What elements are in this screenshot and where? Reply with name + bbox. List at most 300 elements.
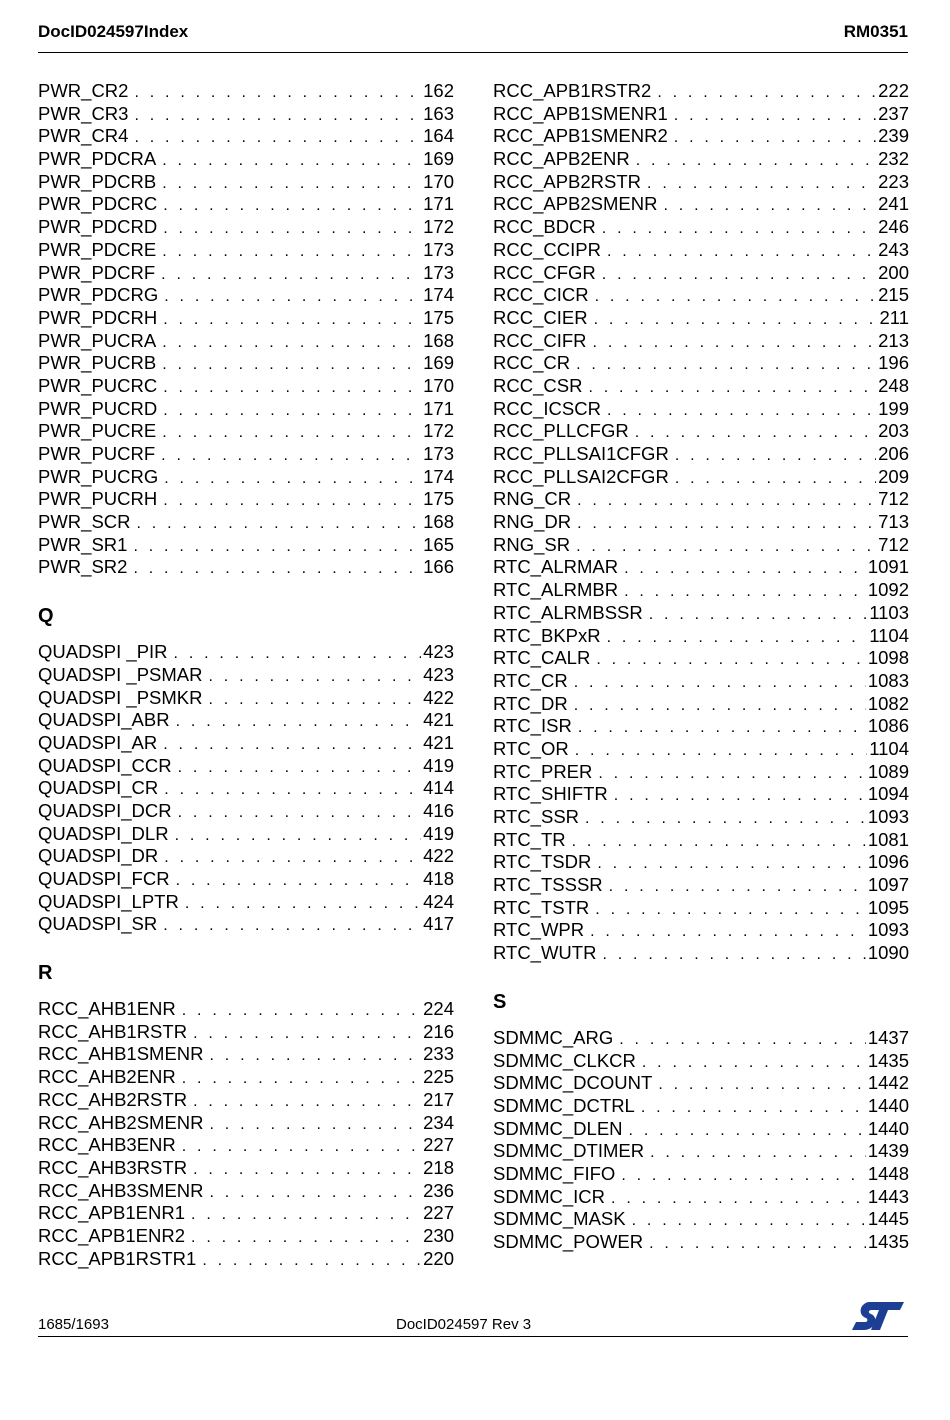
register-name: RTC_ISR <box>493 715 572 737</box>
index-entry[interactable] <box>38 239 454 262</box>
index-entry[interactable] <box>493 216 909 239</box>
register-name: RNG_SR <box>493 533 571 555</box>
page-ref[interactable]: 213 <box>878 329 909 351</box>
page-ref[interactable]: 166 <box>423 556 454 578</box>
dot-leader <box>163 915 421 936</box>
index-entry[interactable] <box>493 511 909 534</box>
page-ref[interactable]: 243 <box>878 238 909 260</box>
page-ref[interactable]: 423 <box>423 641 454 663</box>
index-entry[interactable] <box>493 942 909 965</box>
page-ref[interactable]: 222 <box>878 80 909 101</box>
header-doc-id: DocID024597Index <box>38 22 189 41</box>
index-entry[interactable] <box>38 307 454 330</box>
page-ref[interactable]: 170 <box>423 374 454 396</box>
page-ref[interactable]: 203 <box>878 420 909 442</box>
page-ref[interactable]: 1083 <box>867 669 909 691</box>
index-entry[interactable] <box>493 851 909 874</box>
dot-leader <box>594 309 878 330</box>
dot-leader <box>574 672 866 693</box>
index-entry[interactable] <box>38 556 454 579</box>
index-entry[interactable] <box>38 80 454 103</box>
index-entry[interactable] <box>493 1163 909 1186</box>
register-name: RCC_PLLSAI2CFGR <box>493 465 669 487</box>
register-name: QUADSPI_CR <box>38 777 159 799</box>
dot-leader <box>577 513 876 534</box>
index-entry[interactable] <box>493 874 909 897</box>
dot-leader <box>607 400 876 421</box>
page-ref[interactable]: 1440 <box>867 1094 909 1116</box>
index-entry[interactable] <box>493 488 909 511</box>
register-name: RTC_ALRMBSSR <box>493 601 643 623</box>
register-name: RTC_WUTR <box>493 942 597 964</box>
register-name: SDMMC_ICR <box>493 1185 606 1207</box>
page-ref[interactable]: 1082 <box>867 692 909 714</box>
page-ref[interactable]: 223 <box>878 170 909 192</box>
page-ref[interactable]: 416 <box>423 799 454 821</box>
register-name: RCC_APB1SMENR2 <box>493 125 668 147</box>
register-name: RCC_PLLSAI1CFGR <box>493 443 669 464</box>
index-entry[interactable] <box>38 755 454 778</box>
dot-leader <box>609 876 866 897</box>
index-entry[interactable] <box>38 511 454 534</box>
page-ref[interactable]: 248 <box>878 374 909 396</box>
dot-leader <box>161 264 421 285</box>
index-entry[interactable] <box>493 466 909 489</box>
page-ref[interactable]: 165 <box>423 533 454 555</box>
index-entry[interactable] <box>38 262 454 285</box>
page-ref[interactable]: 172 <box>423 420 454 442</box>
index-entry[interactable] <box>493 761 909 784</box>
dot-leader <box>182 1000 421 1021</box>
page-ref[interactable]: 1440 <box>867 1117 909 1139</box>
dot-leader <box>624 558 866 579</box>
index-entry[interactable] <box>493 330 909 353</box>
register-name: PWR_PUCRE <box>38 420 157 442</box>
register-name: RCC_CFGR <box>493 261 596 283</box>
page-ref[interactable]: 1435 <box>867 1049 909 1071</box>
section-gap <box>493 965 909 985</box>
register-name: RTC_ALRMBR <box>493 579 619 601</box>
register-name: PWR_PDCRE <box>38 238 157 260</box>
index-entry[interactable] <box>493 647 909 670</box>
index-entry[interactable] <box>493 693 909 716</box>
index-entry[interactable] <box>493 670 909 693</box>
page-ref[interactable]: 423 <box>423 663 454 685</box>
page-ref[interactable]: 419 <box>423 822 454 844</box>
register-name: PWR_CR2 <box>38 80 129 101</box>
index-entry[interactable] <box>38 125 454 148</box>
index-entry[interactable] <box>38 709 454 732</box>
index-entry[interactable] <box>493 1140 909 1163</box>
dot-leader <box>175 825 422 846</box>
page-ref[interactable]: 171 <box>423 193 454 215</box>
register-name: RCC_CR <box>493 352 571 374</box>
register-name: QUADSPI_ABR <box>38 709 170 731</box>
dot-leader <box>133 536 421 557</box>
index-entry[interactable] <box>38 398 454 421</box>
index-entry[interactable] <box>493 1050 909 1073</box>
dot-leader <box>134 105 421 126</box>
index-entry[interactable] <box>38 534 454 557</box>
index-entry[interactable] <box>38 1225 454 1248</box>
page-ref[interactable]: 1448 <box>867 1162 909 1184</box>
index-entry[interactable] <box>493 443 909 466</box>
index-entry[interactable] <box>493 806 909 829</box>
dot-leader <box>191 1227 421 1248</box>
register-name: RTC_OR <box>493 737 569 759</box>
page-ref[interactable]: 164 <box>423 125 454 147</box>
index-entry[interactable] <box>38 1180 454 1203</box>
page-ref[interactable]: 224 <box>423 998 454 1020</box>
page-ref[interactable]: 1437 <box>867 1026 909 1048</box>
index-entry[interactable] <box>38 913 454 936</box>
index-entry[interactable] <box>493 783 909 806</box>
register-name: RCC_CICR <box>493 284 589 306</box>
index-entry[interactable] <box>493 80 909 103</box>
register-name: QUADSPI_CCR <box>38 754 172 776</box>
page-ref[interactable]: 162 <box>423 80 454 101</box>
dot-leader <box>209 666 422 687</box>
dot-leader <box>636 150 876 171</box>
index-entry[interactable] <box>38 687 454 710</box>
page-ref[interactable]: 417 <box>423 913 454 935</box>
page-ref[interactable]: 173 <box>423 261 454 283</box>
index-entry[interactable] <box>493 420 909 443</box>
page-ref[interactable]: 230 <box>423 1224 454 1246</box>
index-entry[interactable] <box>493 148 909 171</box>
register-name: RTC_PRER <box>493 760 593 782</box>
page-ref[interactable]: 170 <box>423 170 454 192</box>
index-entry[interactable] <box>38 1066 454 1089</box>
dot-leader <box>162 422 421 443</box>
page-ref[interactable]: 241 <box>878 193 909 215</box>
register-name: RTC_TSSSR <box>493 874 603 896</box>
index-entry[interactable] <box>493 919 909 942</box>
index-entry[interactable] <box>38 1021 454 1044</box>
index-entry[interactable] <box>493 1072 909 1095</box>
page-ref[interactable]: 206 <box>878 443 909 464</box>
register-name: QUADSPI _PSMKR <box>38 686 203 708</box>
index-entry[interactable] <box>493 352 909 375</box>
index-entry[interactable] <box>38 998 454 1021</box>
dot-leader <box>607 241 876 262</box>
page-ref[interactable]: 171 <box>423 397 454 419</box>
page-ref[interactable]: 196 <box>878 352 909 374</box>
register-name: PWR_PDCRG <box>38 284 159 306</box>
dot-leader <box>163 377 421 398</box>
register-name: RCC_AHB2SMENR <box>38 1111 204 1133</box>
index-entry[interactable] <box>38 466 454 489</box>
register-name: PWR_PDCRB <box>38 170 157 192</box>
page-ref[interactable]: 1094 <box>867 783 909 805</box>
index-column-right <box>493 80 909 1254</box>
index-entry[interactable] <box>38 1202 454 1225</box>
page-ref[interactable]: 418 <box>423 868 454 889</box>
page-ref[interactable]: 712 <box>878 533 909 555</box>
section-letter: S <box>493 990 507 1013</box>
page-ref[interactable]: 174 <box>423 465 454 487</box>
dot-leader <box>133 558 421 579</box>
page-ref[interactable]: 174 <box>423 284 454 306</box>
page-ref[interactable]: 175 <box>423 306 454 328</box>
index-entry[interactable] <box>38 103 454 126</box>
page-ref[interactable]: 422 <box>423 845 454 867</box>
dot-leader <box>134 82 421 103</box>
page-ref[interactable]: 422 <box>423 686 454 708</box>
index-entry[interactable] <box>493 738 909 761</box>
page-ref[interactable]: 1097 <box>867 874 909 896</box>
dot-leader <box>624 581 866 602</box>
page-ref[interactable]: 215 <box>878 284 909 306</box>
register-name: RTC_TSDR <box>493 851 592 873</box>
dot-leader <box>602 944 865 965</box>
index-entry[interactable] <box>38 420 454 443</box>
page-ref[interactable]: 227 <box>423 1202 454 1224</box>
index-entry[interactable] <box>493 284 909 307</box>
dot-leader <box>163 400 421 421</box>
register-name: RCC_APB1SMENR1 <box>493 102 668 124</box>
index-entry[interactable] <box>38 868 454 891</box>
index-entry[interactable] <box>38 641 454 664</box>
register-name: RCC_APB1RSTR1 <box>38 1247 197 1269</box>
index-entry[interactable] <box>493 193 909 216</box>
index-entry[interactable] <box>493 1186 909 1209</box>
dot-leader <box>578 717 866 738</box>
index-entry[interactable] <box>493 897 909 920</box>
page-ref[interactable]: 211 <box>879 306 909 328</box>
page-ref[interactable]: 168 <box>423 329 454 351</box>
dot-leader <box>675 445 876 466</box>
index-entry[interactable] <box>38 664 454 687</box>
register-name: RTC_CR <box>493 669 568 691</box>
index-entry[interactable] <box>493 171 909 194</box>
index-entry[interactable] <box>38 1248 454 1271</box>
page-ref[interactable]: 1095 <box>867 896 909 918</box>
page-ref[interactable]: 1089 <box>867 760 909 782</box>
index-entry[interactable] <box>38 1134 454 1157</box>
index-entry[interactable] <box>493 398 909 421</box>
register-name: PWR_PDCRF <box>38 261 156 283</box>
dot-leader <box>602 264 876 285</box>
register-name: RTC_BKPxR <box>493 624 601 646</box>
index-entry[interactable] <box>38 352 454 375</box>
dot-leader <box>210 1182 422 1203</box>
page-ref[interactable]: 414 <box>423 777 454 799</box>
dot-leader <box>595 286 877 307</box>
index-entry[interactable] <box>38 1043 454 1066</box>
register-name: RCC_AHB1ENR <box>38 998 176 1020</box>
index-entry[interactable] <box>493 125 909 148</box>
register-name: RTC_ALRMAR <box>493 556 619 578</box>
page-ref[interactable]: 1090 <box>867 942 909 964</box>
page-ref[interactable]: 169 <box>423 352 454 374</box>
dot-leader <box>649 1233 866 1254</box>
index-entry[interactable] <box>493 103 909 126</box>
page-ref[interactable]: 175 <box>423 488 454 510</box>
dot-leader <box>176 711 422 732</box>
page-ref[interactable]: 1098 <box>867 647 909 669</box>
index-entry[interactable] <box>38 330 454 353</box>
index-entry[interactable] <box>493 1095 909 1118</box>
register-name: PWR_PUCRF <box>38 443 156 464</box>
index-entry[interactable] <box>38 823 454 846</box>
page-ref[interactable]: 1104 <box>869 737 909 759</box>
index-entry[interactable] <box>38 732 454 755</box>
index-entry[interactable] <box>493 307 909 330</box>
dot-leader <box>674 105 876 126</box>
dot-leader <box>647 173 876 194</box>
index-entry[interactable] <box>493 602 909 625</box>
page-ref[interactable]: 1081 <box>867 828 909 850</box>
register-name: SDMMC_POWER <box>493 1231 644 1252</box>
page-ref[interactable]: 1092 <box>867 579 909 601</box>
page-ref[interactable]: 1093 <box>867 919 909 941</box>
dot-leader <box>593 332 877 353</box>
dot-leader <box>182 1136 421 1157</box>
page-ref[interactable]: 199 <box>878 397 909 419</box>
st-logo-icon <box>850 1300 906 1332</box>
page-ref[interactable]: 239 <box>878 125 909 147</box>
index-entry[interactable] <box>38 800 454 823</box>
index-entry[interactable] <box>493 1027 909 1050</box>
dot-leader <box>161 445 421 466</box>
index-entry[interactable] <box>493 829 909 852</box>
index-entry[interactable] <box>38 777 454 800</box>
index-entry[interactable] <box>493 579 909 602</box>
index-entry[interactable] <box>38 1089 454 1112</box>
dot-leader <box>164 779 421 800</box>
section-gap <box>38 936 454 956</box>
dot-leader <box>193 1091 421 1112</box>
register-name: QUADSPI_AR <box>38 731 158 753</box>
index-entry[interactable] <box>493 375 909 398</box>
page-ref[interactable]: 419 <box>423 754 454 776</box>
index-entry[interactable] <box>493 1231 909 1254</box>
page-ref[interactable]: 172 <box>423 216 454 238</box>
index-entry[interactable] <box>38 375 454 398</box>
register-name: RTC_TR <box>493 828 566 850</box>
index-entry[interactable] <box>38 193 454 216</box>
index-entry[interactable] <box>38 1112 454 1135</box>
index-entry[interactable] <box>493 625 909 648</box>
dot-leader <box>596 649 866 670</box>
page-ref[interactable]: 1096 <box>867 851 909 873</box>
page-ref[interactable]: 169 <box>423 148 454 170</box>
register-name: RNG_DR <box>493 511 572 533</box>
index-entry[interactable] <box>493 1118 909 1141</box>
page-ref[interactable]: 227 <box>423 1134 454 1156</box>
page-ref[interactable]: 246 <box>878 216 909 238</box>
dot-leader <box>577 490 876 511</box>
register-name: QUADSPI _PSMAR <box>38 663 203 685</box>
page-ref[interactable]: 712 <box>878 488 909 510</box>
page-ref[interactable]: 237 <box>878 102 909 124</box>
page-ref[interactable]: 234 <box>423 1111 454 1133</box>
index-entry[interactable] <box>493 239 909 262</box>
dot-leader <box>635 422 876 443</box>
index-entry[interactable] <box>38 443 454 466</box>
dot-leader <box>619 1029 866 1050</box>
page-ref[interactable]: 1439 <box>867 1140 909 1162</box>
dot-leader <box>164 286 421 307</box>
page-ref[interactable]: 1445 <box>867 1208 909 1230</box>
page-ref[interactable]: 173 <box>423 238 454 260</box>
register-name: PWR_PDCRA <box>38 148 157 170</box>
index-entry[interactable] <box>38 845 454 868</box>
page-ref[interactable]: 236 <box>423 1179 454 1201</box>
index-entry[interactable] <box>38 488 454 511</box>
page-ref[interactable]: 1435 <box>867 1231 909 1252</box>
dot-leader <box>134 127 421 148</box>
index-entry[interactable] <box>38 171 454 194</box>
page-ref[interactable]: 424 <box>423 890 454 912</box>
page-ref[interactable]: 173 <box>423 443 454 464</box>
dot-leader <box>137 513 422 534</box>
page-ref[interactable]: 217 <box>423 1088 454 1110</box>
register-name: RCC_AHB3SMENR <box>38 1179 204 1201</box>
index-entry[interactable] <box>493 1208 909 1231</box>
register-name: SDMMC_MASK <box>493 1208 626 1230</box>
register-name: PWR_PUCRD <box>38 397 158 419</box>
index-entry[interactable] <box>493 556 909 579</box>
dot-leader <box>658 1074 866 1095</box>
page-ref[interactable]: 233 <box>423 1043 454 1065</box>
index-entry[interactable] <box>38 891 454 914</box>
dot-leader <box>202 1250 421 1271</box>
register-name: PWR_CR4 <box>38 125 129 147</box>
register-name: PWR_SCR <box>38 511 131 533</box>
register-name: RCC_APB2SMENR <box>493 193 658 215</box>
dot-leader <box>163 490 421 511</box>
page-ref[interactable]: 1442 <box>867 1072 909 1094</box>
page-ref[interactable]: 421 <box>423 709 454 731</box>
page-ref[interactable]: 1093 <box>867 806 909 827</box>
page-ref[interactable]: 216 <box>423 1020 454 1042</box>
register-name: PWR_PUCRC <box>38 374 158 396</box>
page-ref[interactable]: 1086 <box>867 715 909 737</box>
page-ref[interactable]: 713 <box>878 511 909 533</box>
page-ref[interactable]: 218 <box>423 1156 454 1178</box>
page-ref[interactable]: 1443 <box>867 1185 909 1207</box>
index-entry[interactable] <box>38 1157 454 1180</box>
index-entry[interactable] <box>38 284 454 307</box>
page-ref[interactable]: 200 <box>878 261 909 283</box>
register-name: PWR_SR1 <box>38 533 128 555</box>
page-ref[interactable]: 1103 <box>869 601 909 623</box>
page-ref[interactable]: 232 <box>878 148 909 170</box>
register-name: RCC_CSR <box>493 374 583 396</box>
page-ref[interactable]: 1091 <box>867 556 909 578</box>
index-entry[interactable] <box>493 534 909 557</box>
page-ref[interactable]: 1104 <box>869 624 909 646</box>
index-entry[interactable] <box>38 148 454 171</box>
register-name: QUADSPI_FCR <box>38 868 170 889</box>
page-ref[interactable]: 168 <box>423 511 454 533</box>
page-ref[interactable]: 209 <box>878 465 909 487</box>
dot-leader <box>162 354 421 375</box>
index-entry[interactable] <box>493 262 909 285</box>
index-entry[interactable] <box>493 715 909 738</box>
register-name: SDMMC_DTIMER <box>493 1140 645 1162</box>
page-ref[interactable]: 220 <box>423 1247 454 1269</box>
dot-leader <box>632 1210 866 1231</box>
page-ref[interactable]: 421 <box>423 731 454 753</box>
page-ref[interactable]: 225 <box>423 1066 454 1088</box>
dot-leader <box>174 643 422 664</box>
dot-leader <box>162 150 421 171</box>
index-entry[interactable] <box>38 216 454 239</box>
page-ref[interactable]: 163 <box>423 102 454 124</box>
